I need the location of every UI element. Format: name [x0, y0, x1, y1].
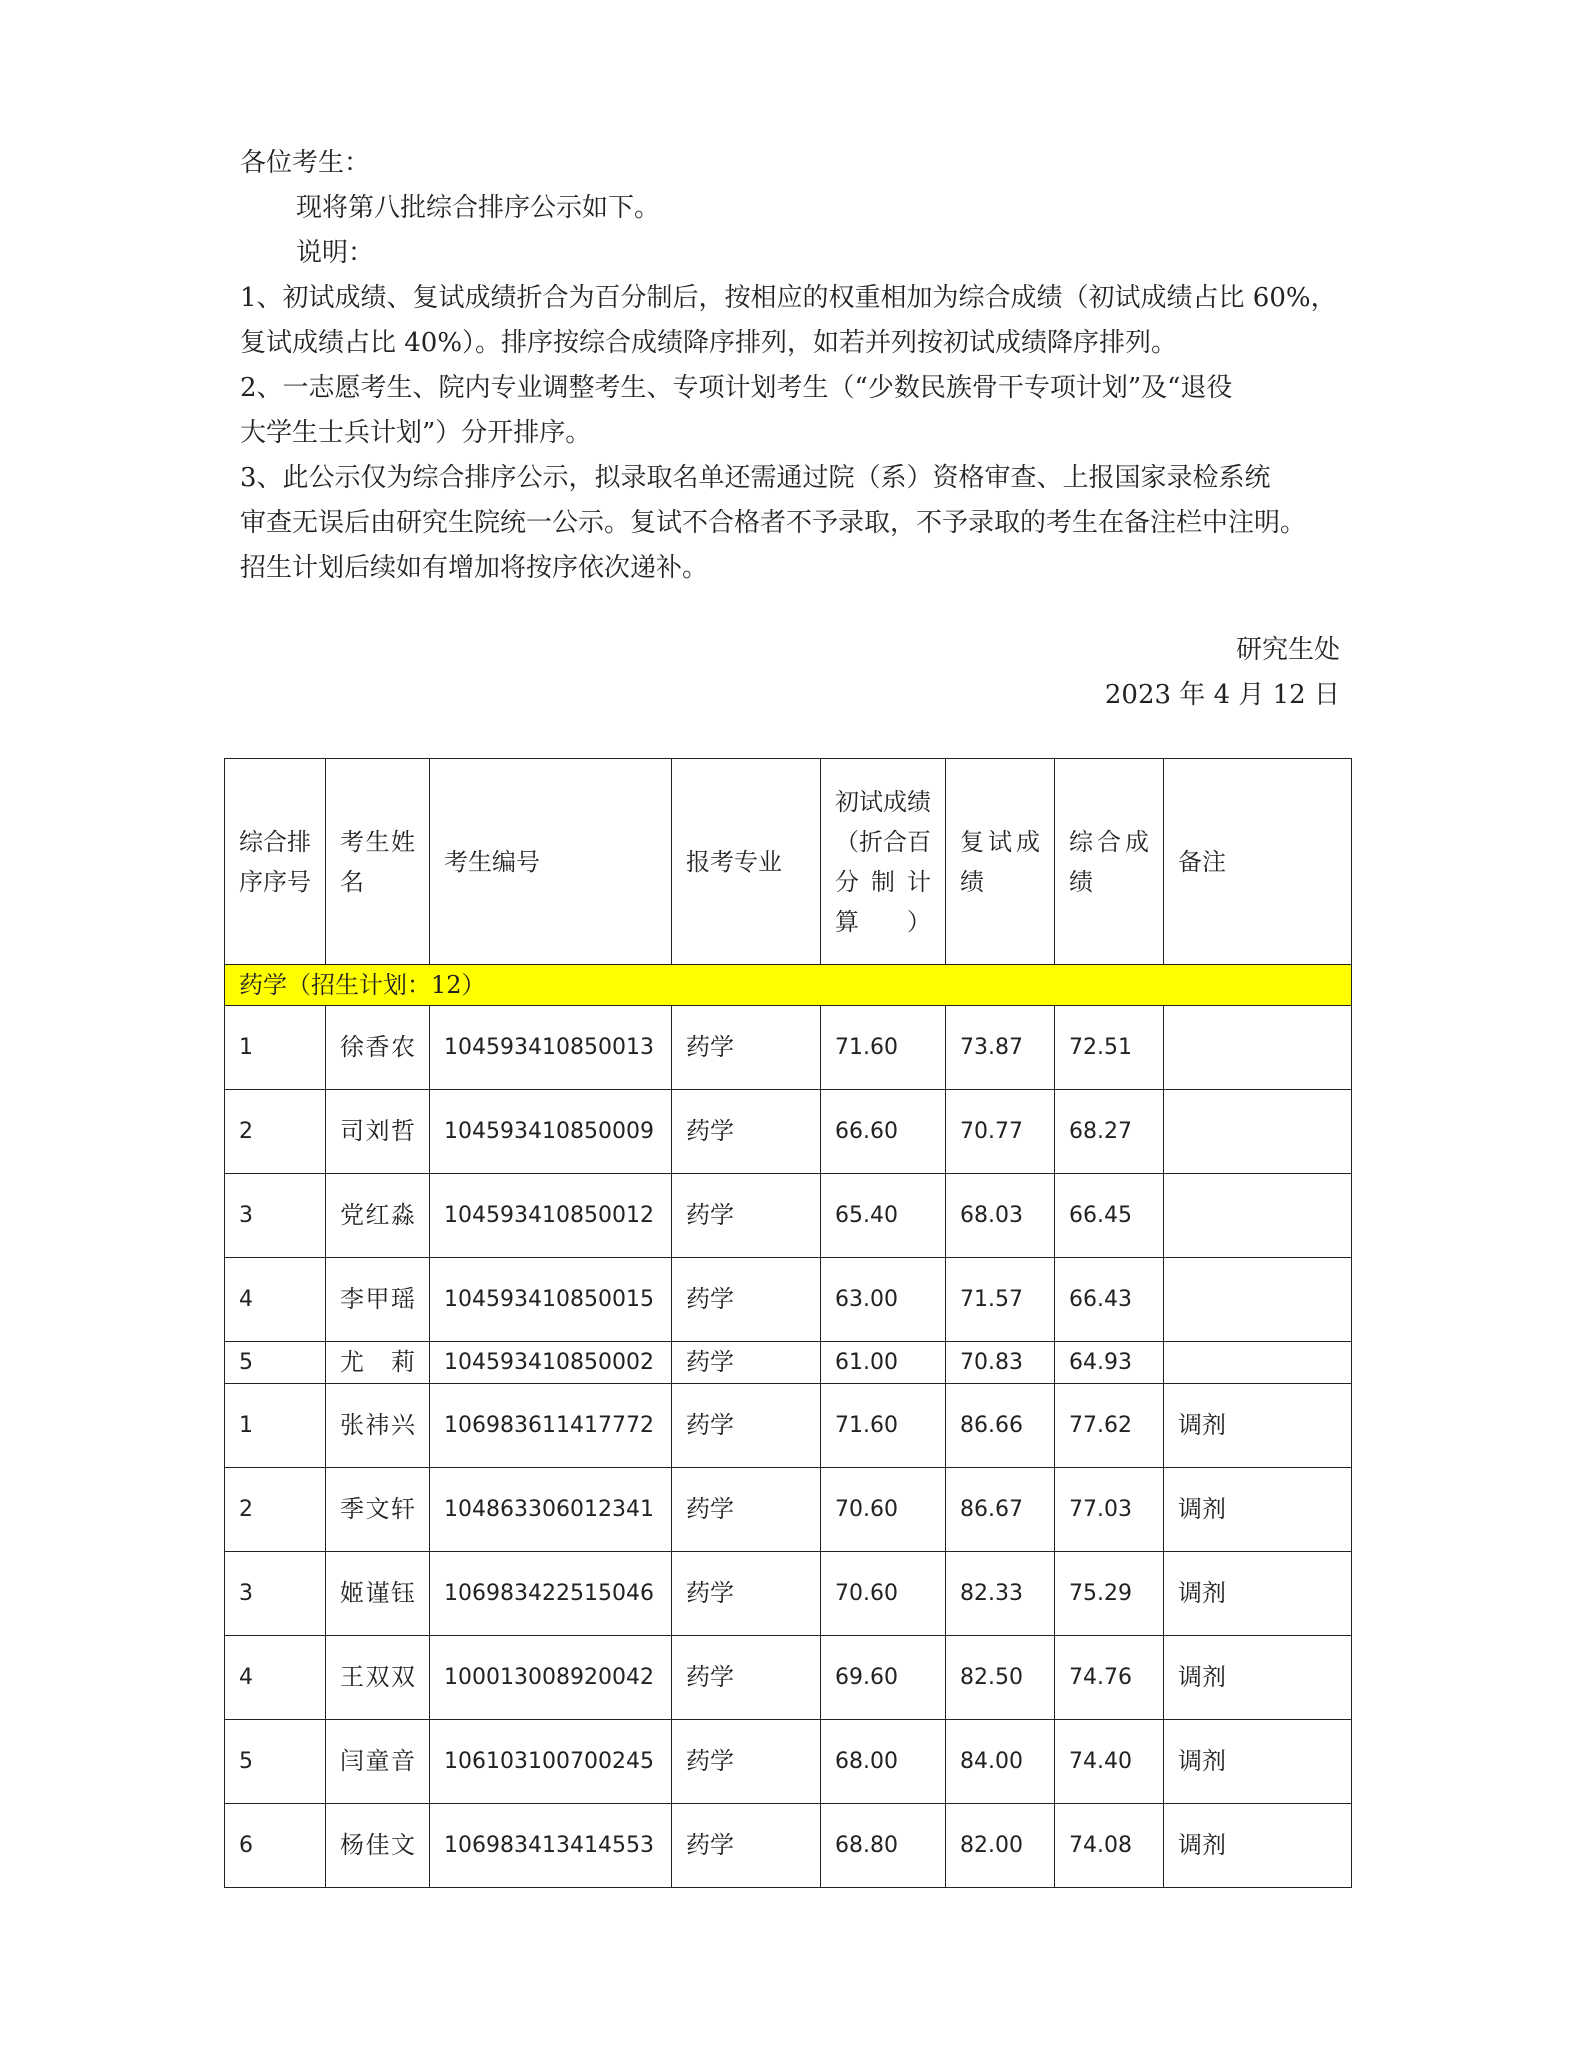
- major-cell: 药学: [672, 1720, 821, 1804]
- name-cell: 季文轩: [326, 1468, 430, 1552]
- major-cell: 药学: [672, 1174, 821, 1258]
- retest-score-cell: 73.87: [946, 1006, 1055, 1090]
- total-score-cell: 68.27: [1055, 1090, 1164, 1174]
- rank-cell: 5: [225, 1342, 326, 1384]
- rank-cell: 5: [225, 1720, 326, 1804]
- table-row: [225, 1342, 1352, 1384]
- table-row: [225, 1174, 1352, 1258]
- retest-score-cell: 82.00: [946, 1804, 1055, 1888]
- retest-score-cell: 70.83: [946, 1342, 1055, 1384]
- candidate-id-cell: 104863306012341: [430, 1468, 672, 1552]
- header-total-score: 综合成绩: [1055, 759, 1164, 965]
- initial-score-cell: 61.00: [821, 1342, 946, 1384]
- name-cell: 姬谨钰: [326, 1552, 430, 1636]
- initial-score-cell: 66.60: [821, 1090, 946, 1174]
- table-row: [225, 1006, 1352, 1090]
- notice-date: 2023 年 4 月 12 日: [1104, 680, 1340, 710]
- major-cell: 药学: [672, 1636, 821, 1720]
- header-retest-score: 复试成绩: [946, 759, 1055, 965]
- total-score-cell: 66.43: [1055, 1258, 1164, 1342]
- note-cell: [1164, 1090, 1352, 1174]
- note-cell: 调剂: [1164, 1468, 1352, 1552]
- name-cell: 徐香农: [326, 1006, 430, 1090]
- retest-score-cell: 82.50: [946, 1636, 1055, 1720]
- major-cell: 药学: [672, 1090, 821, 1174]
- name-cell: 杨佳文: [326, 1804, 430, 1888]
- rank-cell: 4: [225, 1258, 326, 1342]
- major-cell: 药学: [672, 1006, 821, 1090]
- rank-cell: 4: [225, 1636, 326, 1720]
- salutation: 各位考生：: [240, 148, 371, 178]
- table-row: [225, 1720, 1352, 1804]
- rank-cell: 6: [225, 1804, 326, 1888]
- initial-score-cell: 63.00: [821, 1258, 946, 1342]
- table-row: [225, 1258, 1352, 1342]
- candidate-id-cell: 106983611417772: [430, 1384, 672, 1468]
- header-name: 考生姓名: [326, 759, 430, 965]
- explain-line: 招生计划后续如有增加将按序依次递补。: [240, 553, 709, 583]
- initial-score-cell: 68.80: [821, 1804, 946, 1888]
- retest-score-cell: 86.67: [946, 1468, 1055, 1552]
- candidate-id-cell: 106103100700245: [430, 1720, 672, 1804]
- rank-cell: 1: [225, 1384, 326, 1468]
- ranking-table: [224, 758, 1352, 1888]
- name-cell: 党红淼: [326, 1174, 430, 1258]
- candidate-id-cell: 104593410850002: [430, 1342, 672, 1384]
- total-score-cell: 66.45: [1055, 1174, 1164, 1258]
- header-note: 备注: [1164, 759, 1352, 965]
- initial-score-cell: 65.40: [821, 1174, 946, 1258]
- candidate-id-cell: 100013008920042: [430, 1636, 672, 1720]
- total-score-cell: 72.51: [1055, 1006, 1164, 1090]
- header-major: 报考专业: [672, 759, 821, 965]
- retest-score-cell: 82.33: [946, 1552, 1055, 1636]
- name-cell: 王双双: [326, 1636, 430, 1720]
- note-cell: 调剂: [1164, 1720, 1352, 1804]
- name-cell: 闫童音: [326, 1720, 430, 1804]
- candidate-id-cell: 104593410850013: [430, 1006, 672, 1090]
- group-label: 药学（招生计划：12）: [225, 965, 1352, 1006]
- retest-score-cell: 86.66: [946, 1384, 1055, 1468]
- major-cell: 药学: [672, 1342, 821, 1384]
- header-rank: 综合排序序号: [225, 759, 326, 965]
- rank-cell: 2: [225, 1468, 326, 1552]
- header-id: 考生编号: [430, 759, 672, 965]
- note-cell: 调剂: [1164, 1636, 1352, 1720]
- table-row: [225, 1090, 1352, 1174]
- note-cell: 调剂: [1164, 1552, 1352, 1636]
- table-row: [225, 1552, 1352, 1636]
- signature: 研究生处: [1235, 635, 1340, 665]
- initial-score-cell: 68.00: [821, 1720, 946, 1804]
- table-row: [225, 1384, 1352, 1468]
- explain-line: 审查无误后由研究生院统一公示。复试不合格者不予录取，不予录取的考生在备注栏中注明。: [240, 508, 1307, 538]
- rank-cell: 2: [225, 1090, 326, 1174]
- name-cell: 尤莉: [326, 1342, 430, 1384]
- explain-line: 大学生士兵计划”）分开排序。: [240, 418, 592, 448]
- candidate-id-cell: 106983413414553: [430, 1804, 672, 1888]
- header-initial-score: 初试成绩（折合百分制计算）: [821, 759, 946, 965]
- note-cell: 调剂: [1164, 1384, 1352, 1468]
- total-score-cell: 77.62: [1055, 1384, 1164, 1468]
- rank-cell: 1: [225, 1006, 326, 1090]
- rank-cell: 3: [225, 1552, 326, 1636]
- retest-score-cell: 71.57: [946, 1258, 1055, 1342]
- group-row: [225, 965, 1352, 1006]
- initial-score-cell: 71.60: [821, 1384, 946, 1468]
- name-cell: 司刘哲: [326, 1090, 430, 1174]
- initial-score-cell: 71.60: [821, 1006, 946, 1090]
- explain-line: 3、此公示仅为综合排序公示，拟录取名单还需通过院（系）资格审查、上报国家录检系统: [240, 463, 1271, 493]
- major-cell: 药学: [672, 1468, 821, 1552]
- explain-line: 2、一志愿考生、院内专业调整考生、专项计划考生（“少数民族骨干专项计划”及“退役: [240, 373, 1233, 403]
- explain-title: 说明：: [296, 238, 375, 268]
- note-cell: [1164, 1258, 1352, 1342]
- name-cell: 张祎兴: [326, 1384, 430, 1468]
- retest-score-cell: 68.03: [946, 1174, 1055, 1258]
- note-cell: [1164, 1342, 1352, 1384]
- total-score-cell: 74.40: [1055, 1720, 1164, 1804]
- initial-score-cell: 70.60: [821, 1468, 946, 1552]
- total-score-cell: 64.93: [1055, 1342, 1164, 1384]
- note-cell: [1164, 1174, 1352, 1258]
- intro-text: 现将第八批综合排序公示如下。: [296, 193, 661, 223]
- initial-score-cell: 69.60: [821, 1636, 946, 1720]
- explain-line: 1、初试成绩、复试成绩折合为百分制后，按相应的权重相加为综合成绩（初试成绩占比 60%，: [240, 283, 1337, 313]
- candidate-id-cell: 104593410850012: [430, 1174, 672, 1258]
- initial-score-cell: 70.60: [821, 1552, 946, 1636]
- note-cell: 调剂: [1164, 1804, 1352, 1888]
- table-row: [225, 1804, 1352, 1888]
- retest-score-cell: 84.00: [946, 1720, 1055, 1804]
- name-cell: 李甲瑶: [326, 1258, 430, 1342]
- rank-cell: 3: [225, 1174, 326, 1258]
- retest-score-cell: 70.77: [946, 1090, 1055, 1174]
- total-score-cell: 74.08: [1055, 1804, 1164, 1888]
- table-row: [225, 1636, 1352, 1720]
- candidate-id-cell: 104593410850015: [430, 1258, 672, 1342]
- total-score-cell: 74.76: [1055, 1636, 1164, 1720]
- major-cell: 药学: [672, 1804, 821, 1888]
- candidate-id-cell: 104593410850009: [430, 1090, 672, 1174]
- total-score-cell: 75.29: [1055, 1552, 1164, 1636]
- total-score-cell: 77.03: [1055, 1468, 1164, 1552]
- major-cell: 药学: [672, 1258, 821, 1342]
- candidate-id-cell: 106983422515046: [430, 1552, 672, 1636]
- note-cell: [1164, 1006, 1352, 1090]
- table-row: [225, 1468, 1352, 1552]
- major-cell: 药学: [672, 1384, 821, 1468]
- explain-line: 复试成绩占比 40%）。排序按综合成绩降序排列，如若并列按初试成绩降序排列。: [240, 328, 1178, 358]
- major-cell: 药学: [672, 1552, 821, 1636]
- table-header-row: [225, 759, 1352, 965]
